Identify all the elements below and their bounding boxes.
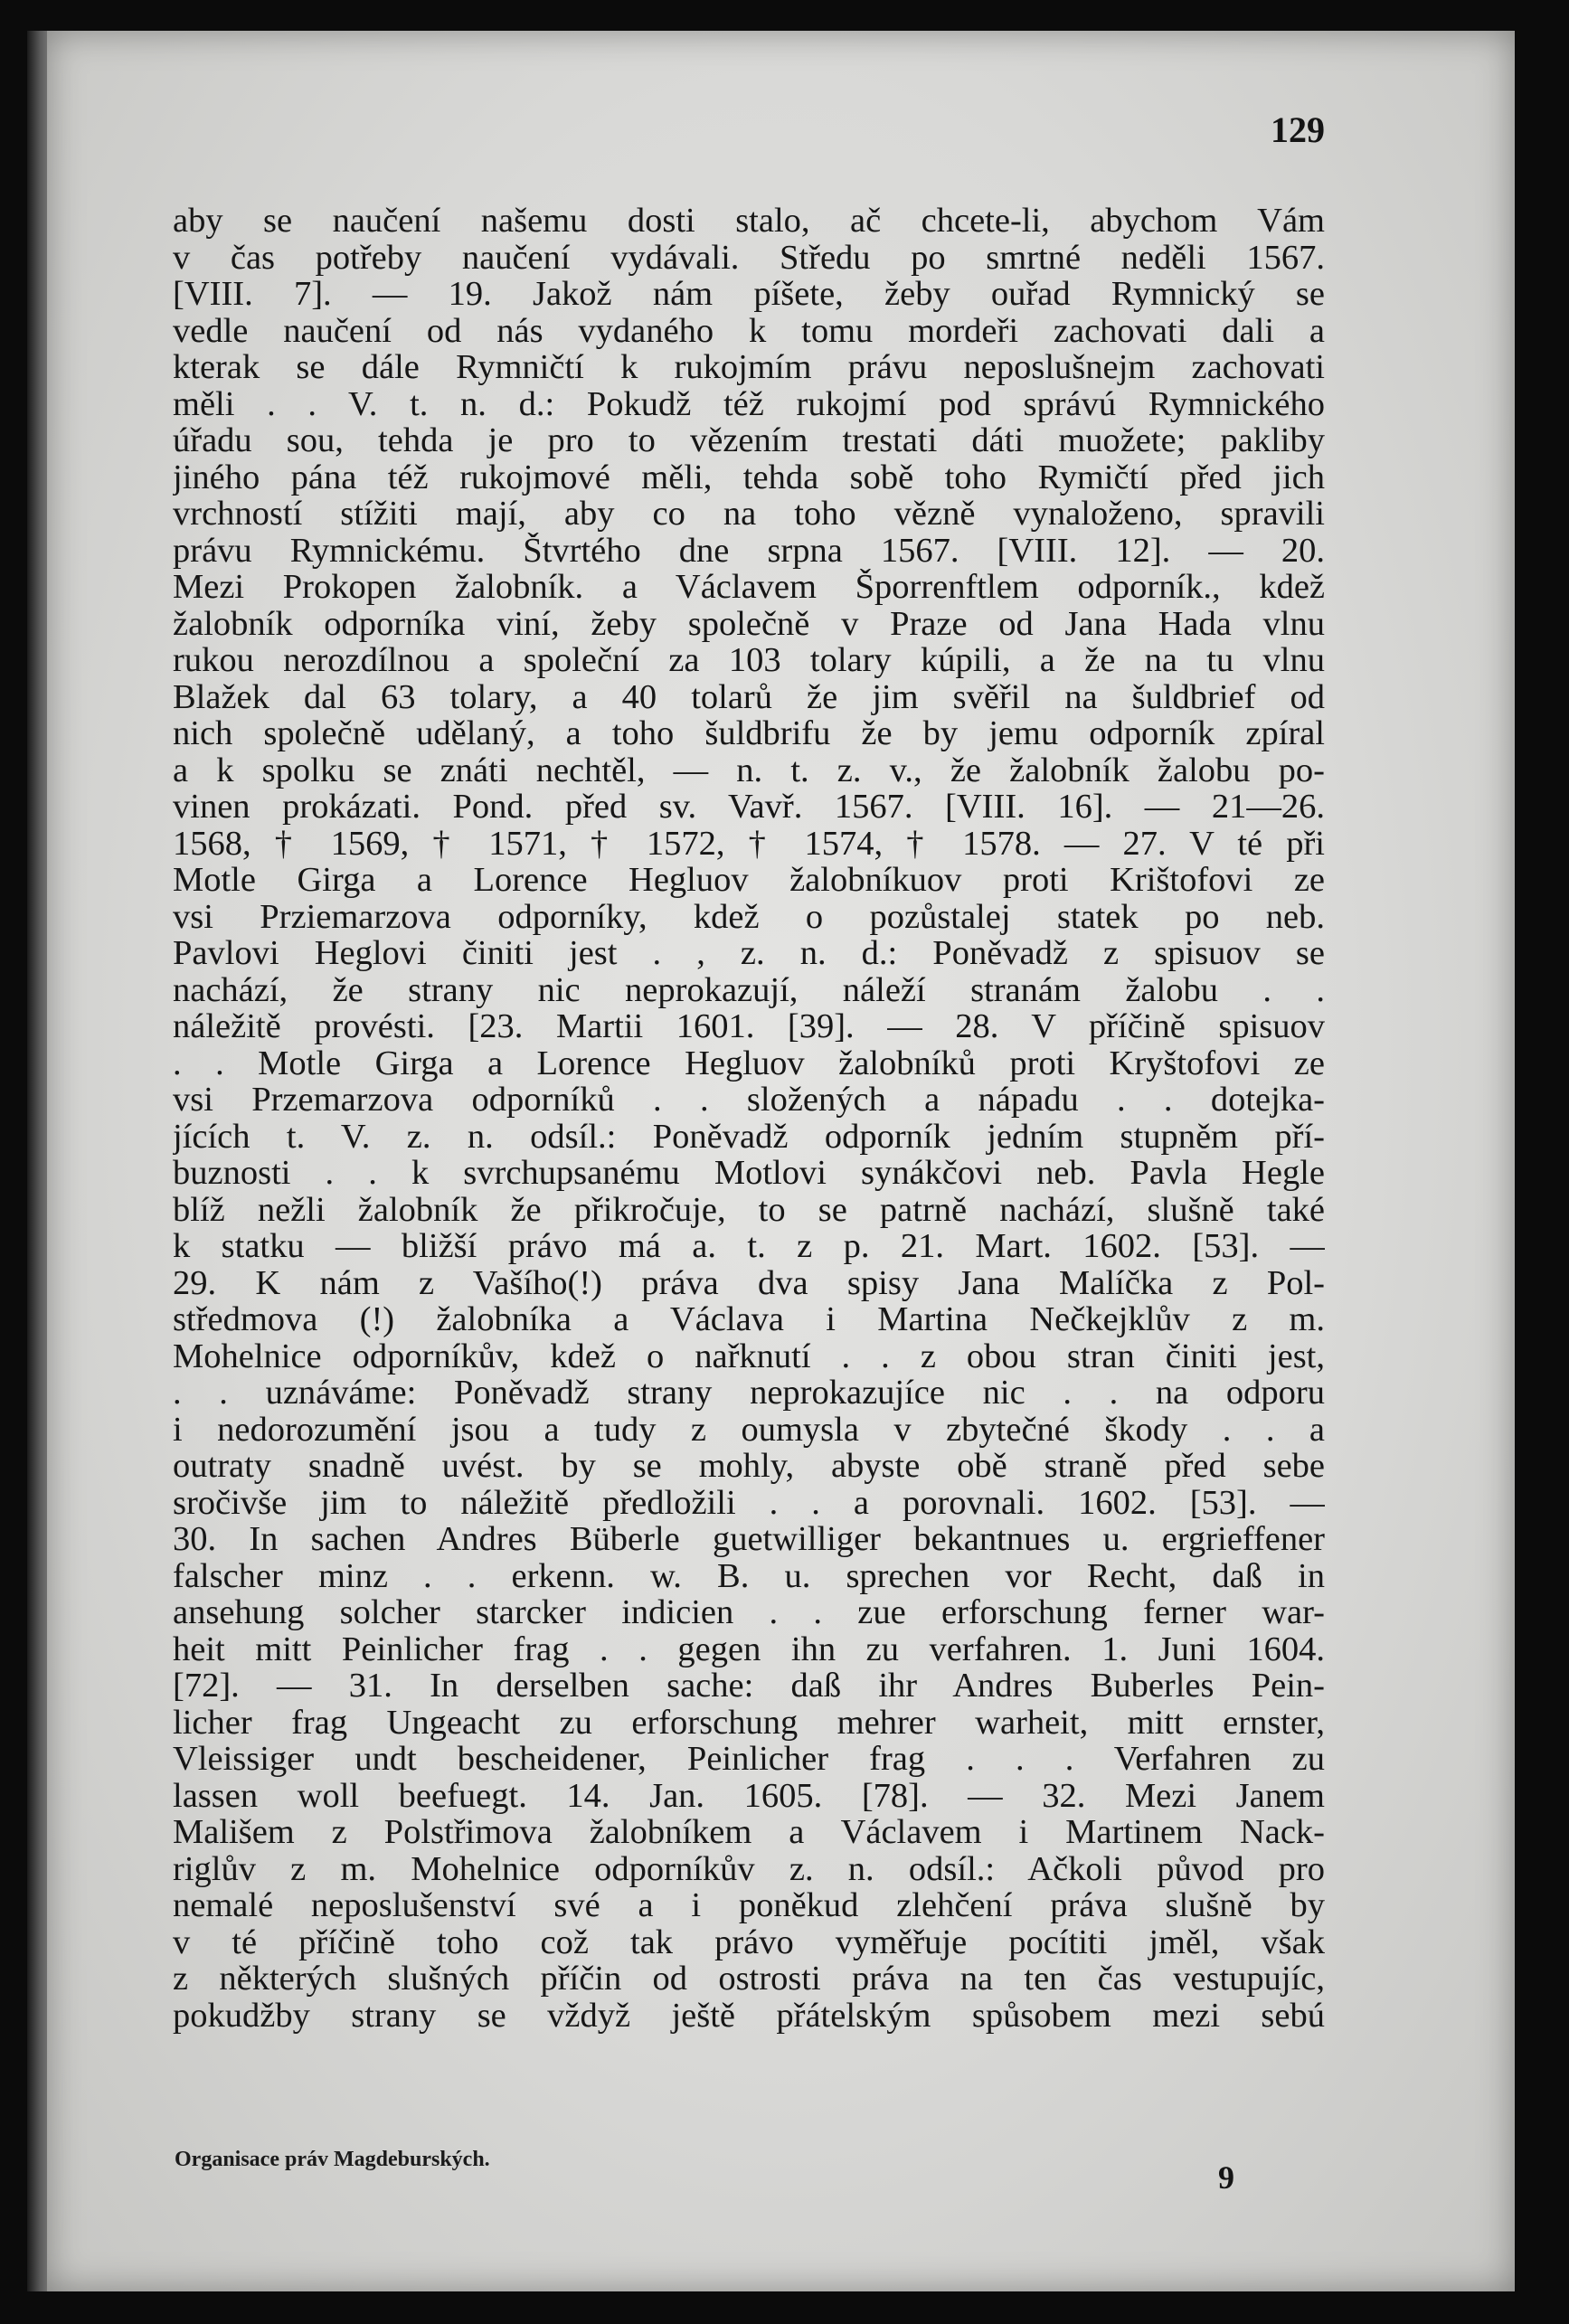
text-line: buznosti . . k svrchupsanému Motlovi synákčovi neb. Pavla Hegle [173,1155,1325,1192]
text-line: heit mitt Peinlicher frag . . gegen ihn zu verfahren. 1. Juni 1604. [173,1630,1325,1667]
text-line: Mališem z Polstřimova žalobníkem a Václavem i Martinem Nack- [173,1814,1325,1851]
text-line: v té příčině toho což tak právo vyměřuje pocítiti jměl, však [173,1923,1325,1960]
text-line: lassen woll beefuegt. 14. Jan. 1605. [78]. — 32. Mezi Janem [173,1777,1325,1814]
text-line: Pavlovi Heglovi činiti jest . , z. n. d.: Poněvadž z spisuov se [173,935,1325,972]
text-line: vedle naučení od nás vydaného k tomu mordeři zachovati dali a [173,312,1325,349]
text-line: blíž nežli žalobník že přikročuje, to se patrně nachází, slušně také [173,1191,1325,1228]
text-line: vsi Prziemarzova odporníky, kdež o pozůstalej statek po neb. [173,898,1325,935]
text-line: licher frag Ungeacht zu erforschung mehrer warheit, mitt ernster, [173,1704,1325,1741]
text-line: vsi Przemarzova odporníků . . složených a nápadu . . dotejka- [173,1082,1325,1119]
text-line: [VIII. 7]. — 19. Jakož nám píšete, žeby ouřad Rymnický se [173,276,1325,313]
text-line: v čas potřeby naučení vydávali. Středu po smrtné neděli 1567. [173,239,1325,276]
text-line: pokudžby strany se vždyž ještě přátelským spůsobem mezi sebú [173,1997,1325,2034]
text-line: 30. In sachen Andres Büberle guetwilliger bekantnues u. ergrieffener [173,1521,1325,1558]
text-line: 29. K nám z Vašího(!) práva dva spisy Jana Malíčka z Pol- [173,1264,1325,1301]
body-text [173,203,1325,2034]
footer-note: Organisace práv Magdeburských. [175,2148,490,2171]
text-line: nich společně udělaný, a toho šuldbrifu že by jemu odporník zpíral [173,715,1325,752]
text-line: Mezi Prokopen žalobník. a Václavem Šporrenftlem odporník., kdež [173,569,1325,606]
text-line: vinen prokázati. Pond. před sv. Vavř. 1567. [VIII. 16]. — 21—26. [173,789,1325,826]
text-line: sročivše jim to náležitě předložili . . a porovnali. 1602. [53]. — [173,1484,1325,1521]
text-line: nachází, že strany nic neprokazují, náleží stranám žalobu . . [173,971,1325,1008]
text-line: riglův z m. Mohelnice odporníkův z. n. odsíl.: Ačkoli původ pro [173,1850,1325,1887]
text-line: žalobník odporníka viní, žeby společně v Praze od Jana Hada vlnu [173,605,1325,642]
text-line: z některých slušných příčin od ostrosti práva na ten čas vestupujíc, [173,1960,1325,1998]
text-line: 1568, † 1569, † 1571, † 1572, † 1574, † 1578. — 27. V té při [173,825,1325,862]
text-line: aby se naučení našemu dosti stalo, ač chcete-li, abychom Vám [173,203,1325,240]
text-line: rukou nerozdílnou a společní za 103 tolary kúpili, a že na tu vlnu [173,642,1325,679]
text-line: [72]. — 31. In derselben sache: daß ihr Andres Buberles Pein- [173,1667,1325,1705]
signature-mark: 9 [1218,2159,1234,2196]
text-line: . . Motle Girga a Lorence Hegluov žalobníků proti Kryštofovi ze [173,1044,1325,1082]
text-line: . . uznáváme: Poněvadž strany neprokazujíce nic . . na odporu [173,1375,1325,1412]
text-line: a k spolku se znáti nechtěl, — n. t. z. v., že žalobník žalobu po- [173,751,1325,789]
text-line: právu Rymnickému. Štvrtého dne srpna 1567. [VIII. 12]. — 20. [173,532,1325,569]
text-line: středmova (!) žalobníka a Václava i Martina Nečkejklův z m. [173,1301,1325,1338]
text-line: Motle Girga a Lorence Hegluov žalobníkuov proti Krištofovi ze [173,862,1325,899]
text-line: k statku — bližší právo má a. t. z p. 21. Mart. 1602. [53]. — [173,1228,1325,1265]
text-line: náležitě provésti. [23. Martii 1601. [39]. — 28. V příčině spisuov [173,1008,1325,1045]
text-line: jiného pána též rukojmové měli, tehda sobě toho Rymičtí před jich [173,458,1325,496]
text-line: outraty snadně uvést. by se mohly, abyste obě straně před sebe [173,1448,1325,1485]
text-line: ansehung solcher starcker indicien . . zue erforschung ferner war- [173,1594,1325,1631]
text-line: úřadu sou, tehda je pro to vězením trestati dáti muožete; pakliby [173,422,1325,459]
text-line: kterak se dále Rymničtí k rukojmím právu neposlušnejm zachovati [173,349,1325,386]
text-line: Blažek dal 63 tolary, a 40 tolarů že jim svěřil na šuldbrief od [173,678,1325,715]
text-line: měli . . V. t. n. d.: Pokudž též rukojmí pod správú Rymnického [173,385,1325,422]
text-line: i nedorozumění jsou a tudy z oumysla v zbytečné škody . . a [173,1411,1325,1448]
text-line: nemalé neposlušenství své a i poněkud zlehčení práva slušně by [173,1887,1325,1924]
text-line: vrchností stížiti mají, aby co na toho vězně vynaloženo, spravili [173,496,1325,533]
text-line: Vleissiger undt bescheidener, Peinlicher frag . . . Verfahren zu [173,1741,1325,1778]
text-line: jících t. V. z. n. odsíl.: Poněvadž odporník jedním stupněm pří- [173,1118,1325,1155]
page-number: 129 [1271,109,1325,150]
text-line: Mohelnice odporníkův, kdež o nařknutí . . z obou stran činiti jest, [173,1337,1325,1375]
text-line: falscher minz . . erkenn. w. B. u. sprechen vor Recht, daß in [173,1557,1325,1594]
